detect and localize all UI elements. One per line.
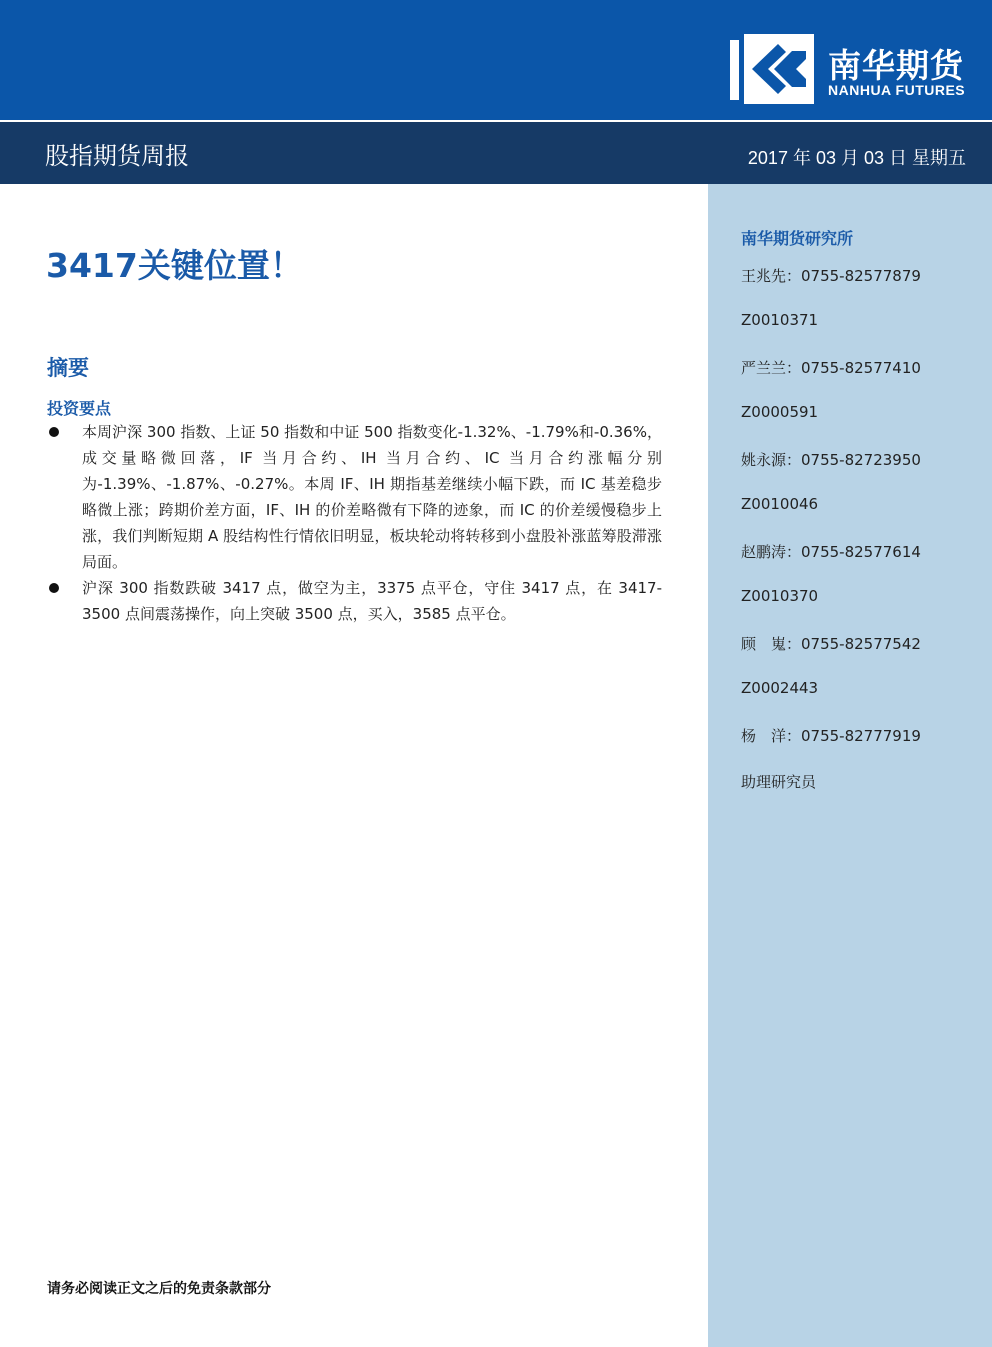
report-headline: 3417关键位置！ bbox=[46, 246, 303, 285]
company-logo bbox=[730, 34, 980, 106]
report-type: 股指期货周报 bbox=[45, 142, 189, 170]
sidebar-analyst-contact: 赵鹏涛：0755-82577614 bbox=[741, 543, 921, 561]
list-item bbox=[47, 419, 662, 575]
sidebar-role-label: 助理研究员 bbox=[741, 773, 817, 791]
logo-chinese-name: 南华期货 bbox=[828, 46, 964, 85]
sidebar-license-number: Z0010371 bbox=[741, 311, 819, 329]
nanhua-logo-icon bbox=[730, 34, 814, 104]
disclaimer-note: 请务必阅读正文之后的免责条款部分 bbox=[47, 1281, 271, 1297]
investment-points-list bbox=[47, 419, 662, 627]
list-item bbox=[47, 575, 662, 627]
sidebar-license-number: Z0010046 bbox=[741, 495, 819, 513]
sidebar-analyst-contact: 严兰兰：0755-82577410 bbox=[741, 359, 921, 377]
sidebar-title: 南华期货研究所 bbox=[741, 229, 854, 248]
sidebar-analyst-contact: 顾 嵬：0755-82577542 bbox=[741, 635, 921, 653]
bullet-dot-icon bbox=[49, 583, 59, 593]
sidebar-analyst-contact: 杨 洋：0755-82777919 bbox=[741, 727, 921, 745]
sidebar-analyst-contact: 王兆先：0755-82577879 bbox=[741, 267, 921, 285]
bullet-dot-icon bbox=[49, 427, 59, 437]
bullet-text: 沪深 300 指数跌破 3417 点，做空为主，3375 点平仓，守住 3417 点，在 3417-3500 点间震荡操作，向上突破 3500 点，买入，3585 点平仓。 bbox=[82, 579, 662, 623]
subsection-title-investment-points: 投资要点 bbox=[47, 399, 112, 418]
sidebar-license-number: Z0002443 bbox=[741, 679, 819, 697]
sidebar-analyst-contact: 姚永源：0755-82723950 bbox=[741, 451, 921, 469]
report-date: 2017 年 03 月 03 日 星期五 bbox=[747, 148, 966, 168]
section-title-summary: 摘要 bbox=[47, 356, 89, 380]
sidebar-license-number: Z0010370 bbox=[741, 587, 819, 605]
bullet-text: 本周沪深 300 指数、上证 50 指数和中证 500 指数变化-1.32%、-1.79%和-0.36%，成交量略微回落，IF 当月合约、IH 当月合约、IC 当月合约涨幅分别为-1.39%、-1.87%、-0.27%。本周 IF、IH 期指基差继续小幅下跌，而 IC 基差稳步略微上涨；跨期价差方面，IF、IH 的价差略微有下降的迹象，而 IC 的价差缓慢稳步上涨，我们判断短期 A 股结构性行情依旧明显，板块轮动将转移到小盘股补涨蓝筹股滞涨局面。 bbox=[82, 423, 662, 571]
logo-english-name: NANHUA FUTURES bbox=[828, 82, 966, 98]
sidebar-license-number: Z0000591 bbox=[741, 403, 819, 421]
